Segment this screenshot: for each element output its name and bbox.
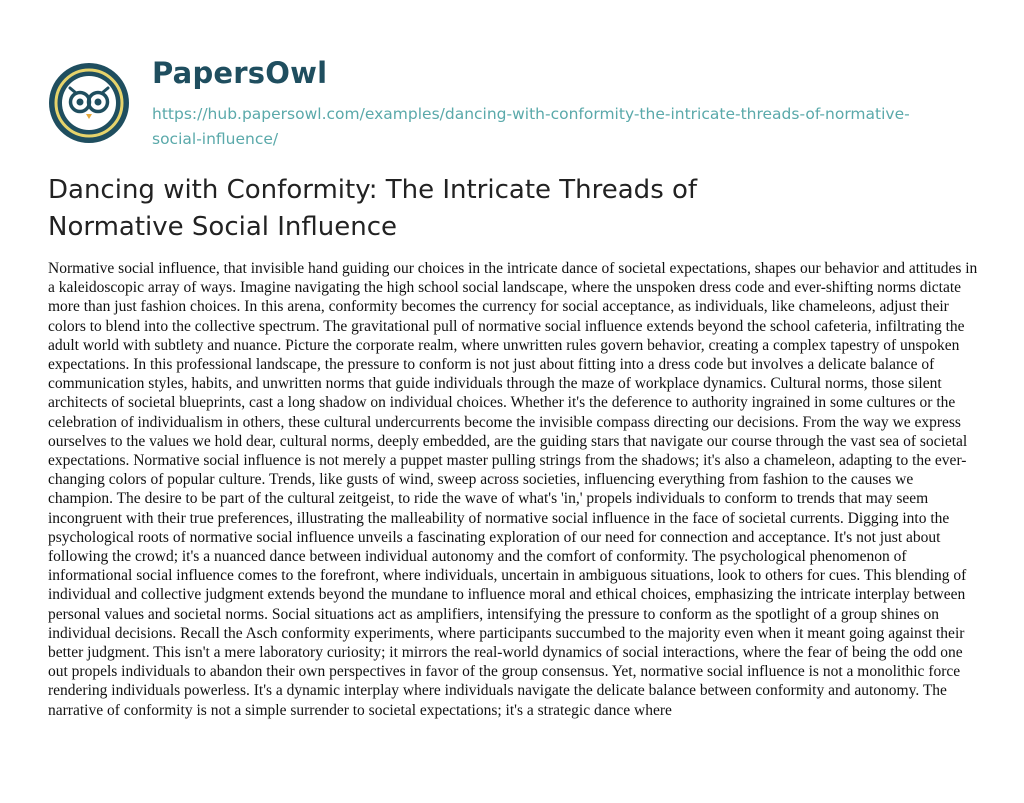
source-url-link[interactable]: https://hub.papersowl.com/examples/dancing-with-conformity-the-intricate-threads-of-normative-social-influence/ bbox=[152, 105, 910, 148]
owl-logo-icon bbox=[48, 62, 130, 144]
article-body: Normative social influence, that invisible hand guiding our choices in the intricate dance of societal expectations, shapes our behavior and attitudes in a kaleidoscopic array of ways. Imagine navigating the high school social landscape, where the unspoken dress code and ever-shifting norms dictate more than just fashion choices. In this arena, conformity becomes the currency for social acceptance, as individuals, like chameleons, adjust their colors to blend into the collective spectrum. The gravitational pull of normative social influence extends beyond the school cafeteria, infiltrating the adult world with subtlety and nuance. Picture the corporate realm, where unwritten rules govern behavior, creating a complex tapestry of unspoken expectations. In this professional landscape, the pressure to conform is not just about fitting into a dress code but involves a delicate balance of communication styles, habits, and unwritten norms that guide individuals through the maze of workplace dynamics. Cultural norms, those silent architects of societal blueprints, cast a long shadow on individual choices. Whether it's the deference to authority ingrained in some cultures or the celebration of individualism in others, these cultural undercurrents become the invisible compass directing our decisions. From the way we express ourselves to the values we hold dear, cultural norms, deeply embedded, are the guiding stars that navigate our course through the vast sea of societal expectations. Normative social influence is not merely a puppet master pulling strings from the shadows; it's also a chameleon, adapting to the ever-changing colors of popular culture. Trends, like gusts of wind, sweep across societies, influencing everything from fashion to the causes we champion. The desire to be part of the cultural zeitgeist, to ride the wave of what's 'in,' propels individuals to conform to trends that may seem incongruent with their true preferences, illustrating the malleability of normative social influence in the face of societal currents. Digging into the psychological roots of normative social influence unveils a fascinating exploration of our need for connection and acceptance. It's not just about following the crowd; it's a nuanced dance between individual autonomy and the comfort of conformity. The psychological phenomenon of informational social influence comes to the forefront, where individuals, uncertain in ambiguous situations, look to others for cues. This blending of individual and collective judgment extends beyond the mundane to influence moral and ethical choices, emphasizing the intricate interplay between personal values and societal norms. Social situations act as amplifiers, intensifying the pressure to conform as the spotlight of a group shines on individual decisions. Recall the Asch conformity experiments, where participants succumbed to the majority even when it meant going against their better judgment. This isn't a mere laboratory curiosity; it mirrors the real-world dynamics of social interactions, where the fear of being the odd one out propels individuals to abandon their own perspectives in favor of the group consensus. Yet, normative social influence is not a monolithic force rendering individuals powerless. It's a dynamic interplay where individuals navigate the delicate balance between conformity and autonomy. The narrative of conformity is not a simple surrender to societal expectations; it's a strategic dance where bbox=[48, 260, 978, 719]
site-header bbox=[48, 56, 988, 156]
brand-name: PapersOwl bbox=[152, 56, 328, 90]
article-title: Dancing with Conformity: The Intricate Threads of Normative Social Influence bbox=[48, 175, 698, 242]
